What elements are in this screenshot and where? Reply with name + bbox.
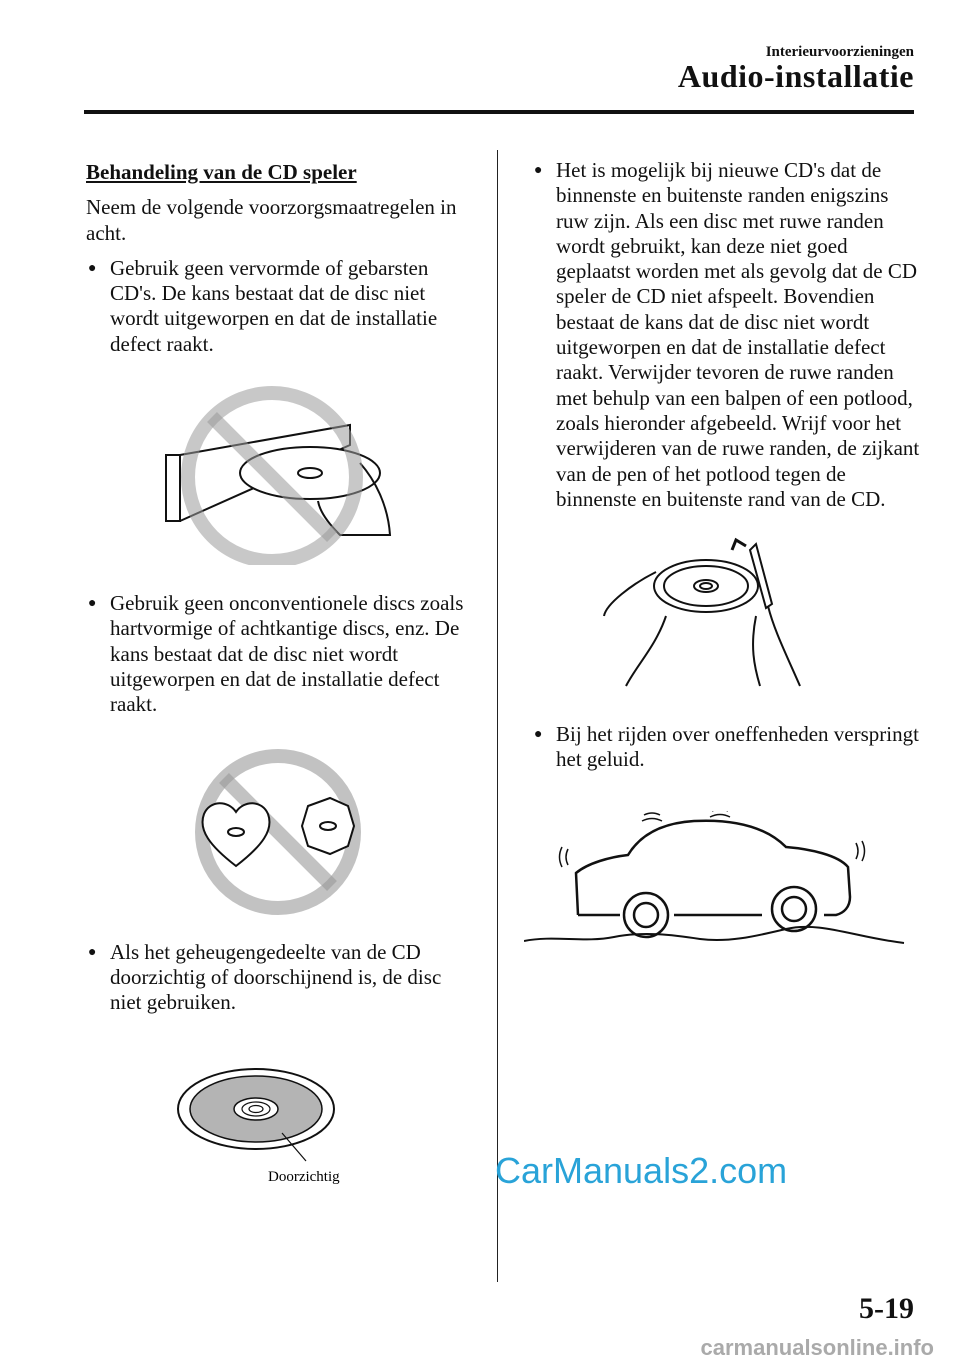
remove-rough-edges-illustration	[596, 536, 836, 696]
section-subtitle: Interieurvoorzieningen	[765, 44, 914, 60]
page-number: 5-19	[859, 1292, 914, 1325]
no-warped-disc-illustration	[160, 385, 400, 565]
bullet-text: Als het geheugengedeelte van de CD doorzichtig of doorschijnend is, de disc niet gebruiken.	[110, 939, 442, 1015]
bullet-unconventional-discs	[86, 591, 476, 717]
bullet-text: Gebruik geen vervormde of gebarsten CD's. De kans bestaat dat de disc niet wordt uitgeworpen en dat de installatie defect raakt.	[110, 255, 438, 356]
bullet-icon: ●	[88, 260, 97, 276]
car-bumpy-road-illustration	[524, 811, 914, 951]
watermark-logo: CarManuals2.com	[495, 1150, 788, 1191]
bullet-rough-edges	[532, 158, 922, 512]
page-title: Audio-installatie	[677, 58, 914, 94]
left-column	[86, 160, 476, 1209]
bullet-icon: ●	[534, 163, 543, 178]
bullet-deformed-discs	[86, 256, 476, 357]
bullet-text: Het is mogelijk bij nieuwe CD's dat de binnenste en buitenste randen enigszins ruw zijn. Als een disc met ruwe randen wordt gebruikt, kan deze niet goed geplaatst worden met als gevolg dat de CD speler de CD niet afspeelt. Bovendien bestaat de kans dat de disc niet wordt uitgeworpen en dat de installatie defect raakt. Verwijder tevoren de ruwe randen met behulp van een balpen of een potlood, zoals hieronder afgebeeld. Wrijf voor het verwijderen van de ruwe randen, de zijkant van de pen of het potlood tegen de binnenste en buitenste rand van de CD.	[556, 158, 920, 511]
footer-site-link[interactable]: carmanualsonline.info	[700, 1335, 934, 1360]
intro-paragraph: Neem de volgende voorzorgsmaatregelen in acht.	[86, 195, 457, 245]
bullet-icon: ●	[534, 727, 543, 743]
bullet-icon: ●	[88, 944, 97, 960]
bullet-text: Bij het rijden over oneffenheden verspringt het geluid.	[556, 722, 919, 772]
header-rule	[84, 110, 914, 114]
right-column	[532, 158, 922, 951]
section-heading: Behandeling van de CD speler	[86, 160, 357, 184]
no-shaped-discs-illustration	[190, 748, 370, 918]
bullet-text: Gebruik geen onconventionele discs zoals hartvormige of achtkantige discs, enz. De kans bestaat dat de disc niet wordt uitgeworpen en dat de installatie defect raakt.	[110, 591, 464, 717]
bullet-transparent-discs	[86, 940, 476, 1016]
bullet-sound-skip	[532, 722, 922, 773]
transparent-label: Doorzichtig	[268, 1169, 340, 1186]
column-divider	[497, 150, 498, 1282]
transparent-disc-illustration	[156, 1059, 396, 1209]
bullet-icon: ●	[88, 596, 97, 612]
